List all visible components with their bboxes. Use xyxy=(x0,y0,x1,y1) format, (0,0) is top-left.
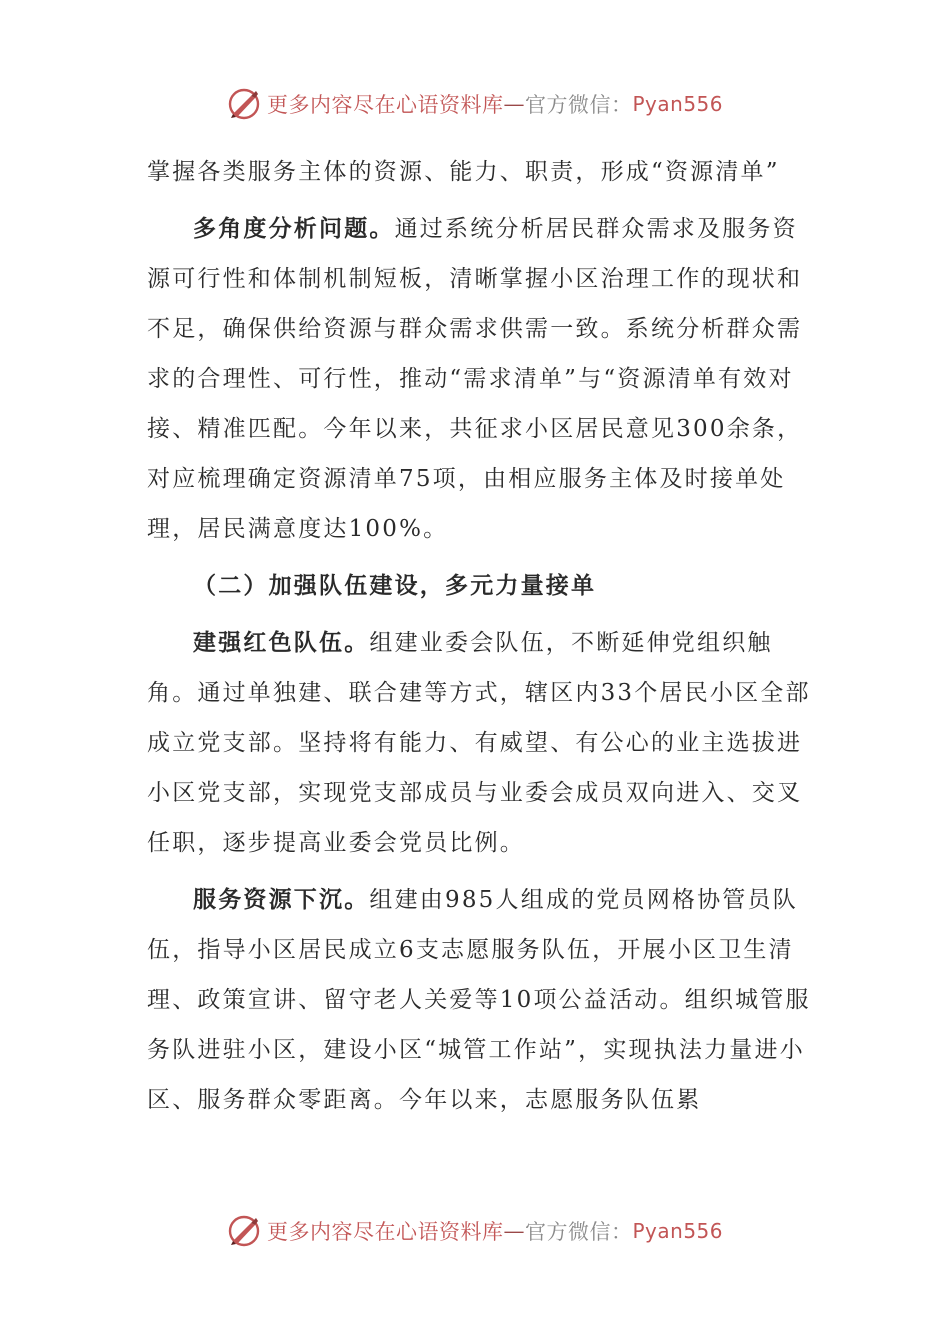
watermark-site-name: 更多内容尽在心语资料库 xyxy=(266,93,504,117)
watermark-wechat-label: 官方微信： xyxy=(524,93,633,117)
paragraph-lead-service-resources: 服务资源下沉。 xyxy=(193,886,370,913)
paragraph-text-service-resources: 组建由985人组成的党员网格协管员队伍，指导小区居民成立6支志愿服务队伍，开展小区卫生清理、政策宣讲、留守老人关爱等10项公益活动。组织城管服务队进驻小区，建设小区“城管工作站”，实现执法力量进小区、服务群众零距离。今年以来，志愿服务队伍累 xyxy=(147,887,811,1113)
paragraph-lead-analysis: 多角度分析问题。 xyxy=(193,215,395,242)
watermark-header xyxy=(0,84,950,124)
pen-logo-icon xyxy=(227,87,261,121)
paragraph-text-analysis: 通过系统分析居民群众需求及服务资源可行性和体制机制短板，清晰掌握小区治理工作的现状和不足，确保供给资源与群众需求供需一致。系统分析群众需求的合理性、可行性，推动“需求清单”与“资源清单有效对接、精准匹配。今年以来，共征求小区居民意见300余条，对应梳理确定资源清单75项，由相应服务主体及时接单处理，居民满意度达100%。 xyxy=(147,216,803,542)
watermark-wechat-label: 官方微信： xyxy=(524,1220,633,1244)
pen-logo-icon xyxy=(227,1214,261,1248)
carry-over-text: 掌握各类服务主体的资源、能力、职责，形成“资源清单” xyxy=(147,159,780,185)
paragraph-lead-red-team: 建强红色队伍。 xyxy=(193,629,370,656)
paragraph-red-team xyxy=(147,618,817,868)
paragraph-text-red-team: 组建业委会队伍，不断延伸党组织触角。通过单独建、联合建等方式，辖区内33个居民小区全部成立党支部。坚持将有能力、有威望、有公心的业主选拔进小区党支部，实现党支部成员与业委会成员双向进入、交叉任职，逐步提高业委会党员比例。 xyxy=(147,630,811,856)
carry-over-paragraph xyxy=(147,147,817,197)
watermark-wechat-id: Pyan556 xyxy=(632,1219,723,1243)
section-heading: （二）加强队伍建设，多元力量接单 xyxy=(193,572,597,599)
watermark-separator: — xyxy=(503,92,525,116)
watermark-site-name: 更多内容尽在心语资料库 xyxy=(266,1220,504,1244)
paragraph-service-resources xyxy=(147,875,817,1125)
watermark-footer xyxy=(0,1211,950,1251)
watermark-separator: — xyxy=(503,1219,525,1243)
watermark-wechat-id: Pyan556 xyxy=(632,92,723,116)
document-body xyxy=(147,147,817,1125)
paragraph-analysis xyxy=(147,204,817,554)
